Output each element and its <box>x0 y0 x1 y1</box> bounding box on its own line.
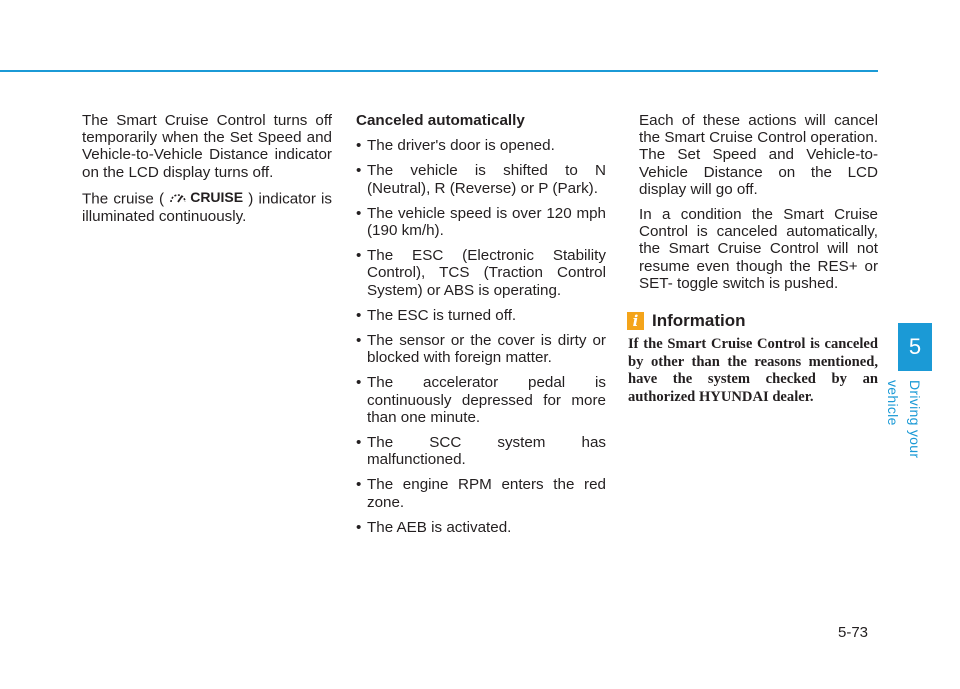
list-item: • The driver's door is opened. <box>356 137 606 154</box>
paragraph-cancel-effect: Each of these actions will cancel the Smart Cruise Control operation. The Set Speed and Vehicle-to-Vehicle Distance on the LCD display will go off. <box>639 112 878 198</box>
chapter-number-tab: 5 <box>898 323 932 371</box>
column-right <box>628 112 878 414</box>
cruise-text-after: ) indicator is illuminated continuously. <box>82 190 332 225</box>
cancel-conditions-list <box>356 137 606 536</box>
list-item: • The sensor or the cover is dirty or blocked with foreign matter. <box>356 332 606 366</box>
list-item: • The engine RPM enters the red zone. <box>356 476 606 510</box>
speedometer-icon <box>169 190 187 204</box>
list-item: • The vehicle speed is over 120 mph (190 km/h). <box>356 205 606 239</box>
page-number: 5-73 <box>838 624 869 641</box>
list-item: • The vehicle is shifted to N (Neutral), R (Reverse) or P (Park). <box>356 162 606 196</box>
list-item: • The AEB is activated. <box>356 519 606 536</box>
top-rule <box>0 70 878 72</box>
list-item: • The ESC (Electronic Stability Control), TCS (Traction Control System) or ABS is operating. <box>356 247 606 299</box>
list-item: • The accelerator pedal is continuously depressed for more than one minute. <box>356 374 606 426</box>
cruise-text-before: The cruise ( <box>82 190 165 208</box>
section-heading: Canceled automatically <box>356 112 525 129</box>
information-title: Information <box>652 311 746 331</box>
information-heading <box>627 312 878 330</box>
paragraph-no-resume: In a condition the Smart Cruise Control is canceled automatically, the Smart Cruise Control will not resume even though the RES+ or SET- toggle switch is pushed. <box>639 206 878 292</box>
list-item: • The ESC is turned off. <box>356 307 606 324</box>
information-body: If the Smart Cruise Control is canceled by other than the reasons mentioned, have the system checked by an authorized HYUNDAI dealer. <box>628 336 878 405</box>
cruise-indicator <box>169 189 243 206</box>
cruise-indicator-label: CRUISE <box>190 188 244 205</box>
chapter-title: Driving your vehicle <box>885 380 923 459</box>
paragraph-scc-turns-off: The Smart Cruise Control turns off temporarily when the Set Speed and Vehicle-to-Vehicle Distance indicator on the LCD display turns off. <box>82 112 332 181</box>
column-left <box>82 112 332 233</box>
list-item: • The SCC system has malfunctioned. <box>356 434 606 468</box>
column-middle <box>356 112 606 544</box>
info-icon: i <box>627 312 644 330</box>
paragraph-cruise-indicator <box>82 189 332 225</box>
